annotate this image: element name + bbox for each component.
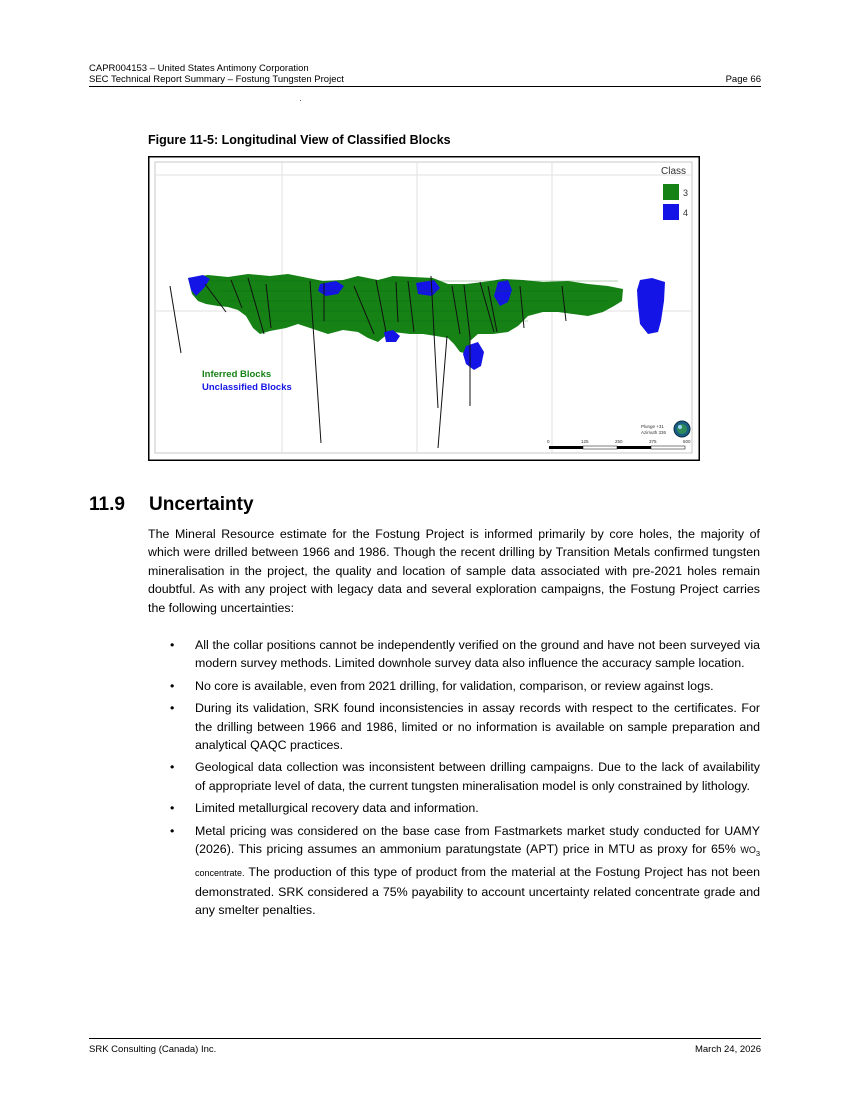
formula-base: WO (740, 845, 756, 856)
intro-paragraph: The Mineral Resource estimate for the Fostung Project is informed primarily by core holes, the majority of which were drilled between 1966 and 1986. Though the recent drilling by Transition Metals confirmed tungsten mineralisation in the project, the quality and location of sample data associated with pre-2021 holes remain doubtful. As with any project with legacy data and several exploration campaigns, the Fostung Project carries the following uncertainties: (148, 527, 760, 615)
orientation-globe-icon (674, 421, 690, 437)
figure-caption: Figure 11-5: Longitudinal View of Classified Blocks (148, 133, 451, 147)
list-item-text: No core is available, even from 2021 drilling, for validation, comparison, or review against logs. (195, 678, 714, 693)
header-line-2: SEC Technical Report Summary – Fostung Tungsten Project (89, 74, 344, 85)
scale-tick-label: 125 (581, 439, 589, 444)
list-item (148, 636, 760, 673)
formula-subscript: 3 (755, 848, 760, 858)
header-rule (89, 86, 761, 87)
legend-label-class-3: 3 (683, 188, 689, 198)
section-number: 11.9 (89, 494, 125, 515)
list-item (148, 822, 760, 920)
inferred-blocks-label: Inferred Blocks (202, 369, 272, 380)
list-item (148, 677, 760, 695)
list-item-text: Geological data collection was inconsistent between drilling campaigns. Due to the lack of availability of appropriate level of data, the current tungsten mineralisation model is only constrained by lithology. (195, 760, 760, 793)
scale-tick-label: 250 (615, 439, 623, 444)
list-item-text: All the collar positions cannot be independently verified on the ground and have not been surveyed via modern survey methods. Limited downhole survey data also influence the accuracy sample location. (195, 638, 760, 671)
formula-suffix: concentrate. (195, 868, 245, 879)
bullet-icon: • (170, 638, 175, 652)
footer-company: SRK Consulting (Canada) Inc. (89, 1044, 217, 1055)
azimuth-label: Azimuth 336 (641, 430, 667, 435)
page-header (89, 63, 761, 85)
list-item (148, 699, 760, 754)
bullet-icon: • (170, 801, 175, 816)
scale-tick-label: 0 (547, 439, 550, 444)
list-item (148, 799, 760, 817)
scale-tick-label: 375 (649, 439, 657, 444)
page-number: Page 66 (725, 74, 761, 85)
legend-swatch-class-3 (663, 184, 679, 200)
section-heading (89, 494, 254, 516)
header-line-1: CAPR004153 – United States Antimony Corporation (89, 63, 309, 74)
list-item-text: Metal pricing was considered on the base case from Fastmarkets market study conducted for UAMY (2026). This pricing assumes an ammonium paratungstate (APT) price in MTU as proxy for 65% (195, 823, 760, 857)
bullet-icon: • (170, 678, 175, 693)
unclassified-blocks-label: Unclassified Blocks (202, 382, 292, 393)
uncertainty-list (148, 636, 760, 923)
legend-swatch-class-4 (663, 204, 679, 220)
scale-tick-label: 500 (683, 439, 691, 444)
list-item-text-continued: The production of this type of product from the material at the Fostung Project has not been demonstrated. SRK considered a 75% payability to account uncertainty related concentrate grade and any smelter penalties. (195, 865, 760, 918)
figure-longitudinal-view (148, 156, 700, 461)
list-item-text: During its validation, SRK found inconsistencies in assay records with respect to the certificates. For the drilling between 1966 and 1986, limited or no information is available on sample preparation and analytical QAQC practices. (195, 701, 760, 753)
bullet-icon: • (170, 701, 175, 716)
legend-title: Class (661, 166, 687, 177)
legend-label-class-4: 4 (683, 208, 689, 218)
bullet-icon: • (170, 760, 175, 775)
section-title: Uncertainty (149, 494, 254, 515)
bullet-icon: • (170, 823, 175, 838)
legend (661, 166, 688, 220)
footer-rule (89, 1038, 761, 1039)
stray-mark (300, 100, 301, 101)
plunge-label: Plunge +31 (641, 424, 664, 429)
page-footer (89, 1044, 761, 1055)
footer-date: March 24, 2026 (694, 1044, 761, 1055)
list-item-text: Limited metallurgical recovery data and information. (195, 801, 479, 816)
list-item (148, 758, 760, 795)
